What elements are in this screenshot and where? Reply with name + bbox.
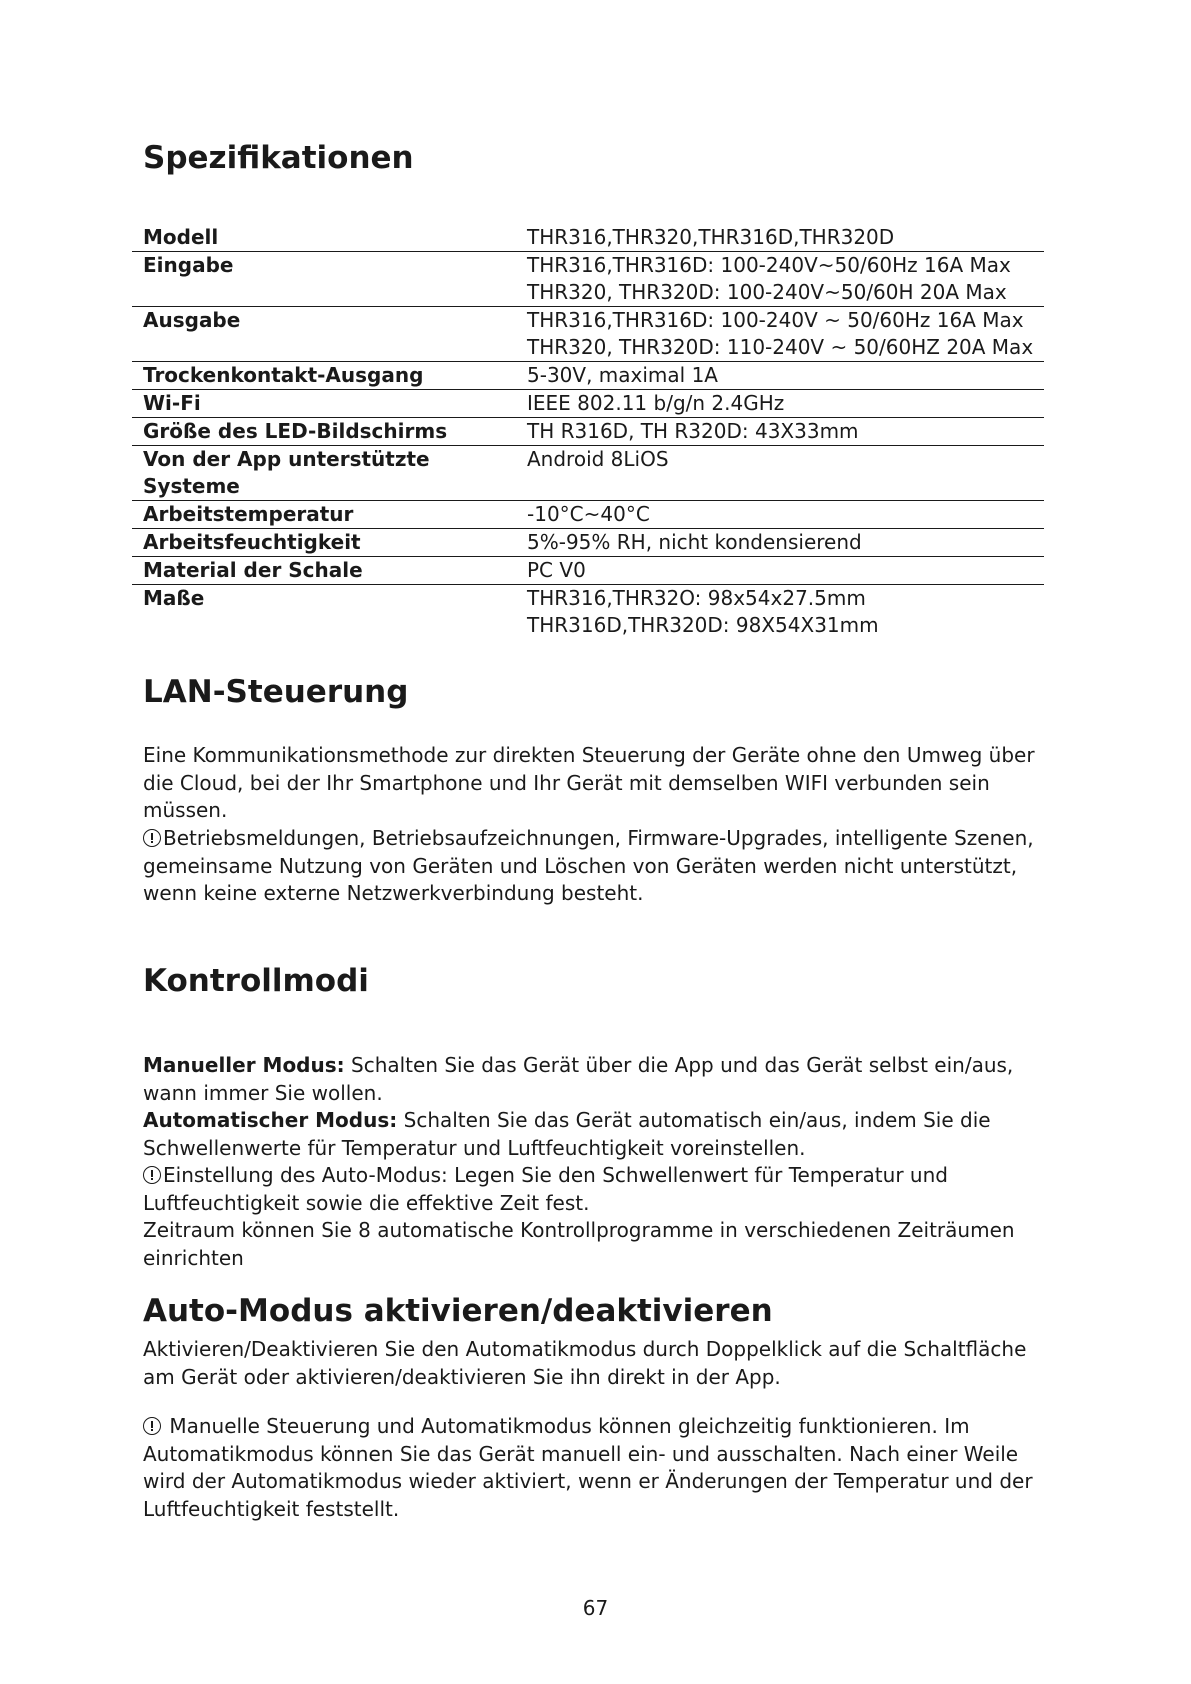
lan-intro-line: Eine Kommunikationsmethode zur direkten Steuerung der Geräte ohne den Umweg über [143, 743, 1035, 767]
auto-note-line: Manuelle Steuerung und Automatikmodus können gleichzeitig funktionieren. Im [163, 1414, 970, 1438]
modes-note-line: Einstellung des Auto-Modus: Legen Sie den Schwellenwert für Temperatur und [163, 1163, 948, 1187]
spec-value-line: 5%-95% RH, nicht kondensierend [527, 530, 862, 554]
heading-kontrollmodi: Kontrollmodi [143, 963, 369, 999]
spec-key: Arbeitsfeuchtigkeit [143, 530, 361, 554]
spec-key: Maße [143, 586, 205, 610]
auto-note [143, 1413, 1043, 1523]
auto-mode-text: Schalten Sie das Gerät automatisch ein/aus, indem Sie die [397, 1108, 991, 1132]
spec-value-line: THR320, THR320D: 100-240V~50/60H 20A Max [527, 280, 1007, 304]
modes-note-line: Luftfeuchtigkeit sowie die effektive Zeit fest. [143, 1190, 590, 1215]
heading-spezifikationen: Spezifikationen [143, 140, 414, 176]
manual-mode-label: Manueller Modus: [143, 1053, 345, 1077]
spec-row [132, 446, 1044, 501]
spec-value [517, 307, 1044, 362]
warning-icon [143, 1417, 161, 1435]
auto-text-line: Aktivieren/Deaktivieren Sie den Automatikmodus durch Doppelklick auf die Schaltfläche [143, 1337, 1027, 1361]
spec-table [132, 224, 1044, 639]
spec-key: Arbeitstemperatur [143, 502, 354, 526]
spec-value [517, 362, 1044, 390]
auto-note-line: Luftfeuchtigkeit feststellt. [143, 1496, 400, 1521]
spec-value-line: -10°C~40°C [527, 502, 650, 526]
auto-text-line: am Gerät oder aktivieren/deaktivieren Sie ihn direkt in der App. [143, 1364, 781, 1389]
auto-note-line: wird der Automatikmodus wieder aktiviert, wenn er Änderungen der Temperatur und der [143, 1469, 1033, 1493]
auto-mode-label: Automatischer Modus: [143, 1108, 398, 1132]
auto-note-line: Automatikmodus können Sie das Gerät manuell ein- und ausschalten. Nach einer Weile [143, 1441, 1019, 1466]
spec-value-line: THR316,THR316D: 100-240V~50/60Hz 16A Max [527, 253, 1011, 277]
lan-intro-line: müssen. [143, 798, 228, 822]
spec-key: Wi-Fi [143, 391, 201, 415]
spec-key: Trockenkontakt-Ausgang [143, 363, 424, 387]
spec-key: Material der Schale [143, 558, 363, 582]
spec-key: Eingabe [143, 253, 234, 277]
spec-row [132, 501, 1044, 529]
spec-value-line: THR316D,THR320D: 98X54X31mm [527, 613, 879, 637]
manual-mode-text: wann immer Sie wollen. [143, 1080, 383, 1105]
spec-row [132, 224, 1044, 252]
auto-mode-text: Schwellenwerte für Temperatur und Luftfeuchtigkeit voreinstellen. [143, 1135, 806, 1160]
spec-value [517, 585, 1044, 640]
warning-icon [143, 829, 161, 847]
spec-value-line: Android 8LiOS [527, 447, 669, 471]
lan-note-line: gemeinsame Nutzung von Geräten und Löschen von Geräten werden nicht unterstützt, [143, 853, 1018, 878]
modes-note-line: Zeitraum können Sie 8 automatische Kontrollprogramme in verschiedenen Zeiträumen [143, 1218, 1015, 1242]
lan-note-line: Betriebsmeldungen, Betriebsaufzeichnungen, Firmware-Upgrades, intelligente Szenen, [163, 826, 1034, 850]
warning-icon [143, 1166, 161, 1184]
spec-value-line: THR316,THR32O: 98x54x27.5mm [527, 586, 866, 610]
spec-key: Von der App unterstützte Systeme [143, 447, 430, 498]
lan-intro [143, 742, 1043, 825]
modes-note-line: einrichten [143, 1245, 244, 1270]
spec-value-line: THR316,THR320,THR316D,THR320D [527, 225, 895, 249]
spec-row [132, 557, 1044, 585]
spec-value-line: 5-30V, maximal 1A [527, 363, 718, 387]
lan-note-line: wenn keine externe Netzwerkverbindung besteht. [143, 881, 644, 905]
spec-row [132, 529, 1044, 557]
spec-value-line: TH R316D, TH R320D: 43X33mm [527, 419, 859, 443]
spec-value [517, 390, 1044, 418]
spec-value [517, 529, 1044, 557]
spec-value [517, 501, 1044, 529]
manual-mode-text: Schalten Sie das Gerät über die App und das Gerät selbst ein/aus, [344, 1053, 1014, 1077]
heading-lan-steuerung: LAN-Steuerung [143, 674, 409, 710]
page-number: 67 [582, 1596, 609, 1620]
spec-value-line: PC V0 [527, 558, 586, 582]
spec-value [517, 418, 1044, 446]
lan-note [143, 825, 1043, 908]
spec-value [517, 557, 1044, 585]
modes-description [143, 1052, 1043, 1272]
spec-row [132, 362, 1044, 390]
spec-row [132, 252, 1044, 307]
lan-intro-line: die Cloud, bei der Ihr Smartphone und Ihr Gerät mit demselben WIFI verbunden sein [143, 770, 990, 795]
spec-key: Größe des LED-Bildschirms [143, 419, 448, 443]
auto-description [143, 1336, 1043, 1391]
spec-value-line: THR316,THR316D: 100-240V ~ 50/60Hz 16A Max [527, 308, 1024, 332]
spec-row [132, 307, 1044, 362]
spec-value [517, 446, 1044, 501]
spec-value [517, 224, 1044, 252]
spec-key: Ausgabe [143, 308, 241, 332]
spec-row [132, 390, 1044, 418]
spec-value [517, 252, 1044, 307]
heading-auto-modus: Auto-Modus aktivieren/deaktivieren [143, 1293, 773, 1329]
spec-row [132, 418, 1044, 446]
spec-value-line: THR320, THR320D: 110-240V ~ 50/60HZ 20A Max [527, 335, 1034, 359]
spec-value-line: IEEE 802.11 b/g/n 2.4GHz [527, 391, 785, 415]
spec-row [132, 585, 1044, 640]
spec-key: Modell [143, 225, 219, 249]
